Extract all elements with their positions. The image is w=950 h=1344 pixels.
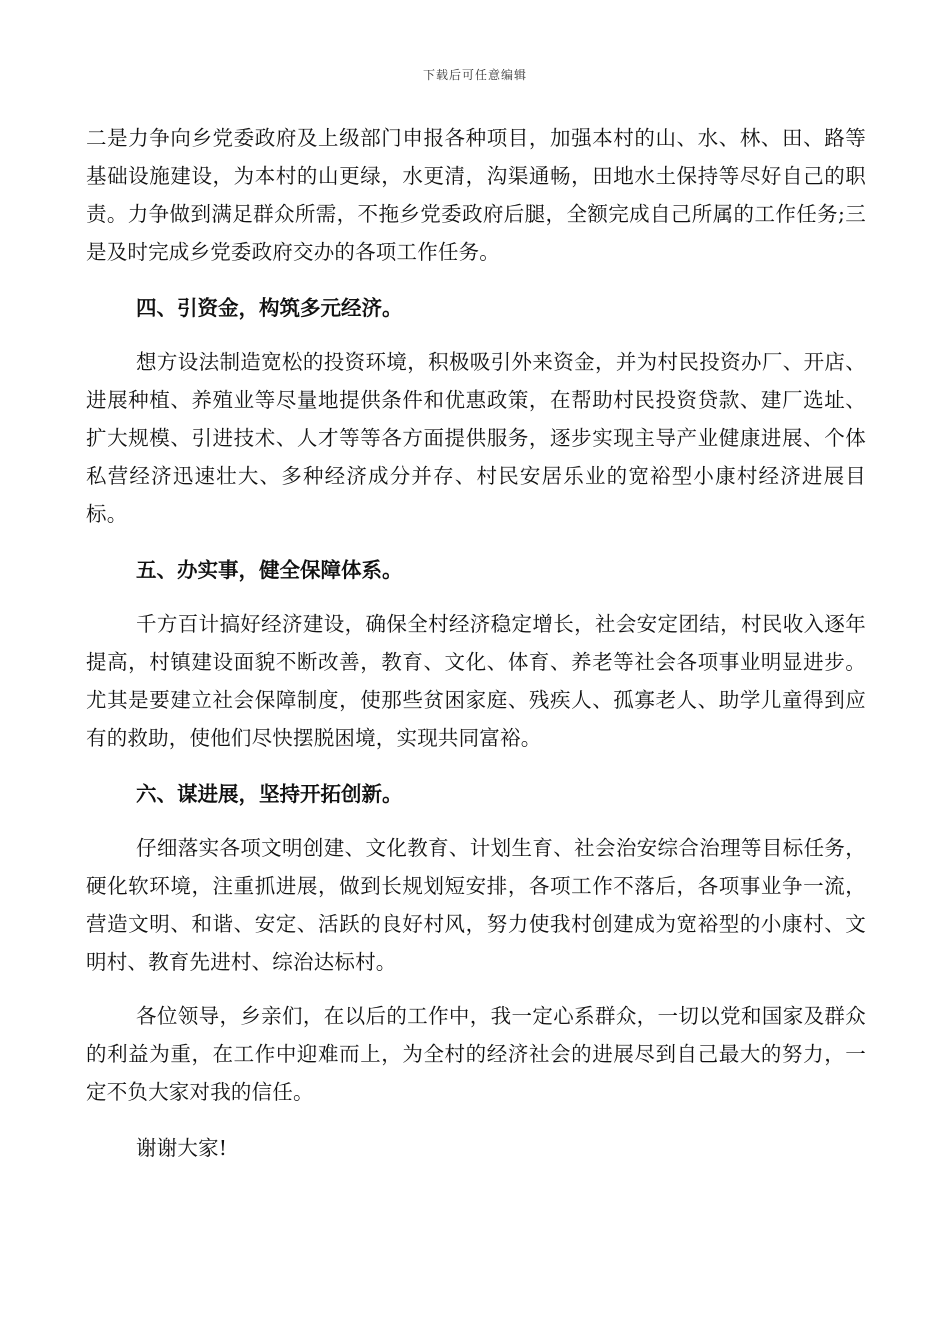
section-heading-security: 五、办实事，健全保障体系。 — [136, 558, 403, 582]
spacer — [86, 813, 866, 829]
spacer — [86, 757, 866, 775]
page-header: 下载后可任意编辑 — [422, 68, 527, 82]
paragraph-innovation: 仔细落实各项文明创建、文化教育、计划生育、社会治安综合治理等目标任务，硬化软环境，注重抓进展，做到长规划短安排，各项工作不落后，各项事业争一流，营造文明、和谐、安定、活跃的良好村风，努力使我村创建成为宽裕型的小康村、文明村、教育先进村、综治达标村。 — [86, 836, 866, 974]
section-heading-innovation: 六、谋进展，坚持开拓创新。 — [136, 782, 403, 806]
paragraph-infrastructure: 二是力争向乡党委政府及上级部门申报各种项目，加强本村的山、水、林、田、路等基础设施建设，为本村的山更绿，水更清，沟渠通畅，田地水土保持等尽好自己的职责。力争做到满足群众所需，不拖乡党委政府后腿，全额完成自己所属的工作任务;三是及时完成乡党委政府交办的各项工作任务。 — [86, 126, 866, 264]
paragraph-thanks: 谢谢大家! — [136, 1136, 228, 1160]
document-body — [86, 119, 866, 1167]
section-heading-investment: 四、引资金，构筑多元经济。 — [136, 296, 403, 320]
spacer — [86, 327, 866, 343]
paragraph-investment: 想方设法制造宽松的投资环境，积极吸引外来资金，并为村民投资办厂、开店、进展种植、养殖业等尽量地提供条件和优惠政策，在帮助村民投资贷款、建厂选址、扩大规模、引进技术、人才等等各方面提供服务，逐步实现主导产业健康进展、个体私营经济迅速壮大、多种经济成分并存、村民安居乐业的宽裕型小康村经济进展目标。 — [86, 350, 866, 526]
spacer — [86, 1111, 866, 1129]
paragraph-security: 千方百计搞好经济建设，确保全村经济稳定增长，社会安定团结，村民收入逐年提高，村镇建设面貌不断改善，教育、文化、体育、养老等社会各项事业明显进步。尤其是要建立社会保障制度，使那些贫困家庭、残疾人、孤寡老人、助学儿童得到应有的救助，使他们尽快摆脱困境，实现共同富裕。 — [86, 612, 866, 750]
spacer — [86, 533, 866, 551]
spacer — [86, 589, 866, 605]
spacer — [86, 981, 866, 997]
spacer — [86, 271, 866, 289]
paragraph-closing: 各位领导，乡亲们，在以后的工作中，我一定心系群众，一切以党和国家及群众的利益为重，在工作中迎难而上，为全村的经济社会的进展尽到自己最大的努力，一定不负大家对我的信任。 — [86, 1004, 866, 1104]
